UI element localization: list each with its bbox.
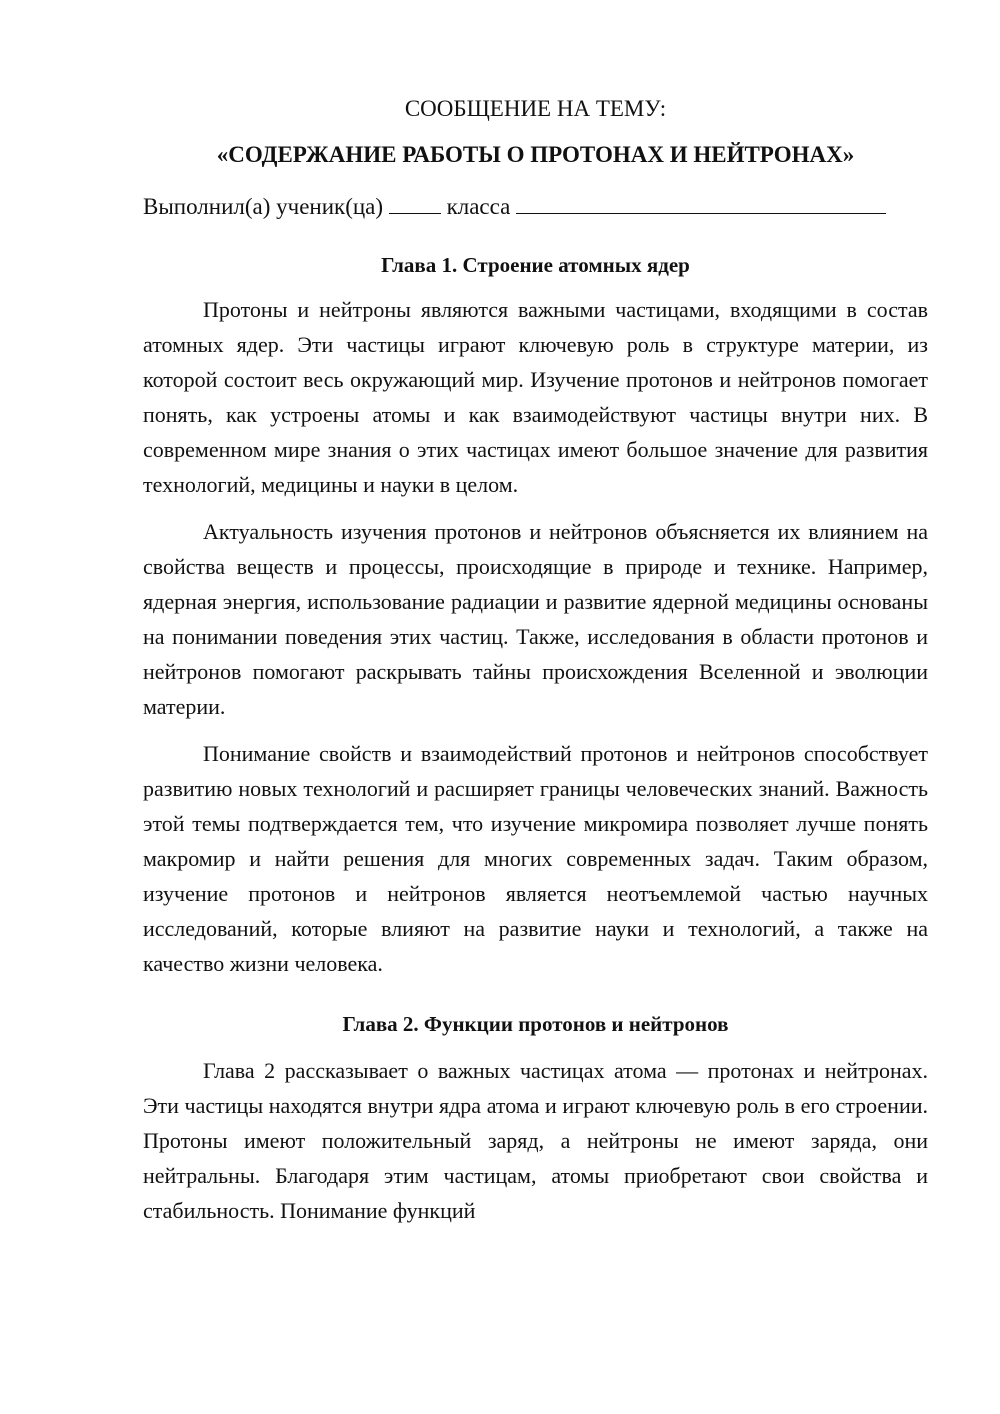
document-title-line-1: СООБЩЕНИЕ НА ТЕМУ: — [404, 96, 667, 121]
name-blank — [516, 191, 886, 214]
chapter-1-paragraph-1: Протоны и нейтроны являются важными частицами, входящими в состав атомных ядер. Эти частицы играют ключевую роль в структуре материи, из которой состоит весь окружающий мир. Изучение протонов и нейтронов помогает понять, как устроены атомы и как взаимодействуют частицы внутри них. В современном мире знания о этих частицах имеют большое значение для развития технологий, медицины и науки в целом. — [143, 297, 928, 497]
chapter-1-heading: Глава 1. Строение атомных ядер — [381, 253, 690, 277]
grade-blank — [389, 191, 441, 214]
document-page — [143, 92, 928, 1240]
signature-line — [143, 190, 928, 224]
chapter-2-heading: Глава 2. Функции протонов и нейтронов — [342, 1012, 729, 1036]
chapter-1-paragraph-3: Понимание свойств и взаимодействий протонов и нейтронов способствует развитию новых технологий и расширяет границы человеческих знаний. Важность этой темы подтверждается тем, что изучение микромира позволяет лучше понять макромир и найти решения для многих современных задач. Таким образом, изучение протонов и нейтронов является неотъемлемой частью научных исследований, которые влияют на развитие науки и технологий, а также на качество жизни человека. — [143, 741, 928, 976]
signature-class-label: класса — [446, 194, 511, 219]
signature-prefix: Выполнил(а) ученик(ца) — [143, 194, 384, 219]
document-title-line-2: «СОДЕРЖАНИЕ РАБОТЫ О ПРОТОНАХ И НЕЙТРОНАХ» — [216, 142, 855, 167]
chapter-2-paragraph-1: Глава 2 рассказывает о важных частицах атома — протонах и нейтронах. Эти частицы находятся внутри ядра атома и играют ключевую роль в его строении. Протоны имеют положительный заряд, а нейтроны не имеют заряда, они нейтральны. Благодаря этим частицам, атомы приобретают свои свойства и стабильность. Понимание функций — [143, 1058, 928, 1223]
chapter-1-paragraph-2: Актуальность изучения протонов и нейтронов объясняется их влиянием на свойства веществ и процессы, происходящие в природе и технике. Например, ядерная энергия, использование радиации и развитие ядерной медицины основаны на понимании поведения этих частиц. Также, исследования в области протонов и нейтронов помогают раскрывать тайны происхождения Вселенной и эволюции материи. — [143, 519, 928, 719]
